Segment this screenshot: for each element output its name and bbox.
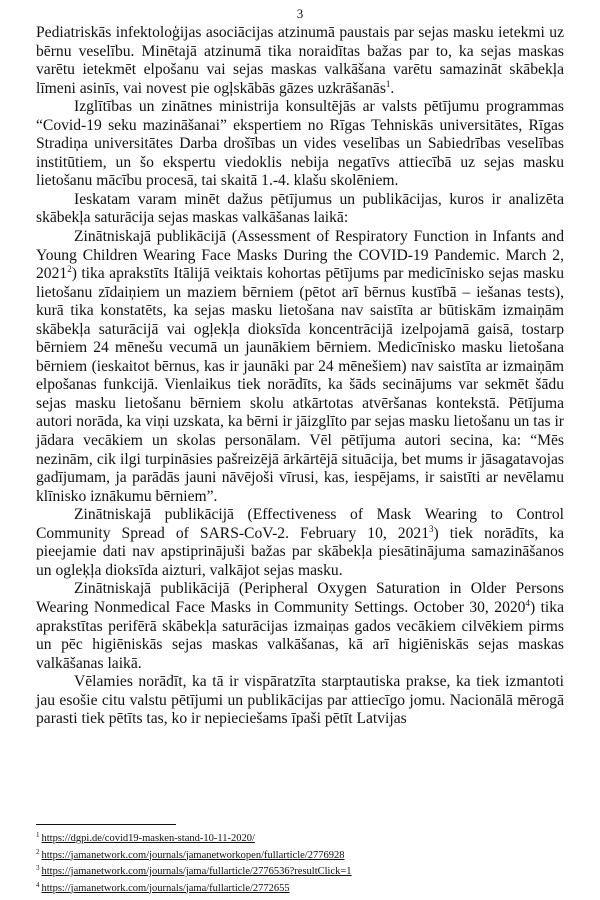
paragraph-text: Zinātniskajā publikācijā (Assessment of Respiratory Function in Infants and Young Children Wearing Face Masks During the COVID-19 Pandemic. March 2, 2021 <box>36 228 564 283</box>
footnote-reference[interactable]: 2 <box>67 264 72 275</box>
footnote-reference[interactable]: 3 <box>429 523 434 534</box>
footnote-reference[interactable]: 1 <box>385 78 391 89</box>
footnote-number: 1 <box>36 831 40 839</box>
footnote-reference[interactable]: 4 <box>525 597 530 608</box>
paragraph-5 <box>36 506 564 580</box>
footnote-separator <box>36 824 176 825</box>
footnote-number: 2 <box>36 847 40 856</box>
footnote-link[interactable]: https://dgpi.de/covid19-masken-stand-10-11-2020/ <box>41 833 255 844</box>
paragraph-7 <box>36 673 564 729</box>
footnote-2 <box>36 846 564 863</box>
paragraph-text: Pediatriskās infektoloģijas asociācijas atzinumā paustais par sejas masku ietekmi uz bērnu veselību. Minētajā atzinumā tika noraidītas bažas par to, ka sejas maskas varētu ietekmēt elpošanu vai sejas maskas valkāšana varētu samazināt skābekļa līmeni asinīs, vai novest pie ogļskābās gāzes uzkrāšanās <box>36 24 564 97</box>
footnotes <box>36 824 564 895</box>
footnote-link[interactable]: https://jamanetwork.com/journals/jama/fullarticle/2772655 <box>41 882 290 894</box>
paragraph-6 <box>36 580 564 673</box>
paragraph-text: Izglītības un zinātnes ministrija konsultējās ar valsts pētījumu programmas “Covid-19 seku mazināšanai” ekspertiem no Rīgas Tehniskās universitātes, Rīgas Stradiņa universitātes Darba drošības un vides veselības un Sabiedrības veselības institūtiem, un šo ekspertu viedoklis nebija negatīvs attiecībā uz sejas masku lietošanu mācību procesā, tai skaitā 1.-4. klašu skolēniem. <box>36 98 564 190</box>
paragraph-text: . <box>390 79 395 97</box>
paragraph-text: Zinātniskajā publikācijā (Effectiveness of Mask Wearing to Control Community Spread of SARS-CoV-2. February 10, 2021 <box>36 506 564 542</box>
paragraph-text: ) tika aprakstītas perifērā skābekļa saturācijas izmaiņas gados vecākiem cilvēkiem pirms un pēc higiēniskās sejas maskas valkāšanas, kā arī higiēniskās sejas maskas valkāšanas laikā. <box>36 598 564 672</box>
body-text <box>36 24 564 729</box>
footnote-link[interactable]: https://jamanetwork.com/journals/jama/fullarticle/2776536?resultClick=1 <box>41 866 352 877</box>
paragraph-4 <box>36 228 564 506</box>
footnote-3 <box>36 862 564 879</box>
paragraph-text: ) tiek norādīts, ka pieejamie dati nav apstiprinājuši bažas par skābekļa piesātinājuma samazināšanos un ogleķļa dioksīda aizturi, valkājot sejas masku. <box>36 524 564 579</box>
footnote-4 <box>36 879 564 896</box>
page-number: 3 <box>296 6 304 21</box>
footnote-number: 3 <box>36 864 40 872</box>
footnote-link[interactable]: https://jamanetwork.com/journals/jamanetworkopen/fullarticle/2776928 <box>41 849 345 861</box>
footnote-number: 4 <box>36 880 40 889</box>
footnote-list <box>36 829 564 895</box>
paragraph-text: Zinātniskajā publikācijā (Peripheral Oxygen Saturation in Older Persons Wearing Nonmedical Face Masks in Community Settings. October 30, 2020 <box>36 580 564 616</box>
footnote-1 <box>36 829 564 846</box>
paragraph-text: ) tika aprakstīts Itālijā veiktais kohortas pētījums par medicīnisko sejas masku lietošanu zīdaiņiem un maziem bērniem (pētot arī bērnus kustībā – iešanas tests), kurā tika konstatēts, ka sejas masku lietošana nav saistīta ar būtiskām izmaiņām skābekļa saturācijā vai ogļekļa dioksīda koncentrācijā izelpojamā gaisā, tostarp bērniem 24 mēnešu vecumā un jaunākiem bērniem. Medicīnisko masku lietošana bērniem (ieskaitot bērnus, kas ir jaunāki par 24 mēnešiem) nav saistīta ar izmaiņām elpošanas funkcijā. Vienlaikus tiek norādīts, ka šāds secinājums var sekmēt šādu sejas masku lietošanu bērniem skolu atkārtotas atvēršanas kontekstā. Pētījuma autori norāda, ka viņi uzskata, ka bērni ir jāizglīto par sejas masku lietošanu un tas ir jādara vecākiem un skolas personālam. Vēl pētījuma autori secina, ka: “Mēs nezinām, cik ilgi turpināsies pašreizējā ārkārtējā situācija, bet mums ir jāsagatavojas gadījumam, ja parādās jauni nāvējoši vīrusi, kas, iespējams, ir saistīti ar nevēlamu klīnisko iznākumu bērniem”. <box>36 265 564 505</box>
paragraph-1 <box>36 24 564 98</box>
paragraph-text: Vēlamies norādīt, ka tā ir vispāratzīta starptautiska prakse, ka tiek izmantoti jau esošie citu valstu pētījumi un publikācijas par attiecīgo jomu. Nacionālā mērogā parasti tiek pētīts tas, ko ir nepieciešams īpaši pētīt Latvijas <box>36 673 564 728</box>
paragraph-text: Ieskatam varam minēt dažus pētījumus un publikācijas, kuros ir analizēta skābekļa saturācija sejas maskas valkāšanas laikā: <box>36 190 564 227</box>
paragraph-2 <box>36 98 564 191</box>
paragraph-3 <box>36 191 564 228</box>
